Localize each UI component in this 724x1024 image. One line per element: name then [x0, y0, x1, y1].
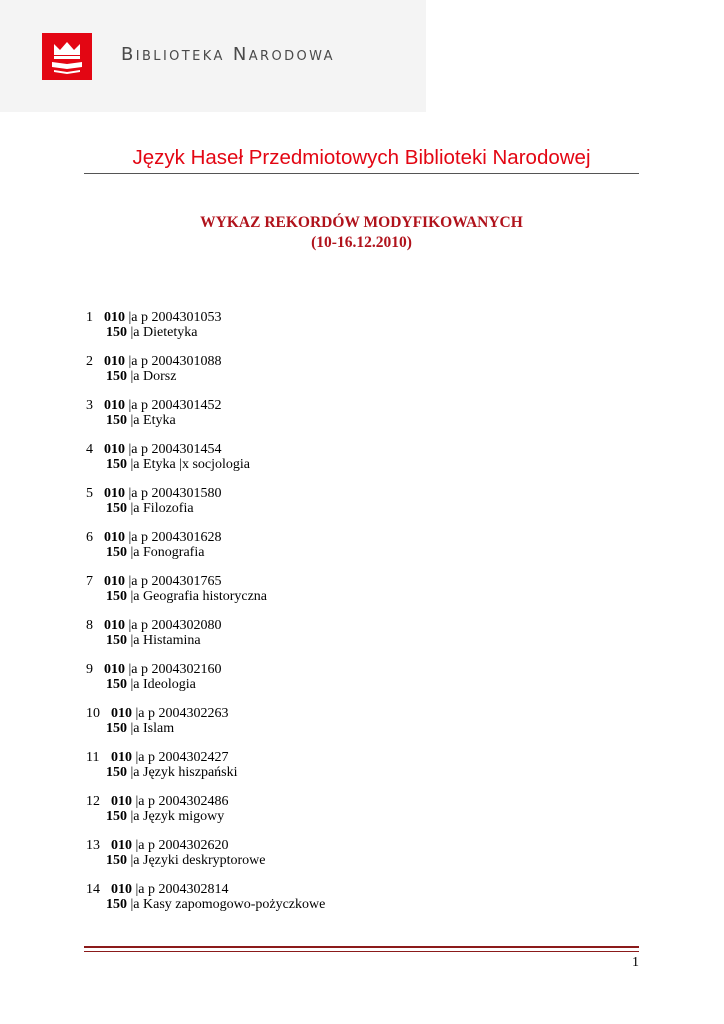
field-value: |a p 2004301053 [125, 310, 222, 325]
field-tag: 010 [104, 354, 125, 369]
field-tag: 150 [106, 897, 127, 912]
record-number: 8 [86, 618, 93, 633]
field-tag: 010 [111, 882, 132, 897]
record-field-150 [86, 457, 325, 472]
field-value: |a p 2004302427 [132, 750, 229, 765]
field-value: |a p 2004302160 [125, 662, 222, 677]
field-tag: 150 [106, 545, 127, 560]
field-value: |a p 2004301454 [125, 442, 222, 457]
page-number: 1 [632, 955, 639, 970]
footer-divider-thick [84, 946, 639, 948]
field-tag: 010 [104, 486, 125, 501]
list-item [86, 310, 325, 354]
field-value: |a p 2004301088 [125, 354, 222, 369]
logo-text: Biblioteka Narodowa [121, 44, 335, 65]
record-number: 7 [86, 574, 93, 589]
list-item [86, 398, 325, 442]
record-field-150 [86, 809, 325, 824]
record-field-150 [86, 369, 325, 384]
field-tag: 010 [111, 750, 132, 765]
field-tag: 010 [104, 310, 125, 325]
list-item [86, 574, 325, 618]
record-field-010 [86, 882, 325, 897]
field-tag: 150 [106, 369, 127, 384]
record-number: 12 [86, 794, 100, 809]
record-field-010 [86, 442, 325, 457]
field-tag: 010 [111, 838, 132, 853]
field-value: |a Geografia historyczna [127, 589, 268, 604]
field-value: |a Kasy zapomogowo-pożyczkowe [127, 897, 326, 912]
field-value: |a Histamina [127, 633, 201, 648]
field-value: |a Etyka [127, 413, 176, 428]
field-value: |a p 2004302814 [132, 882, 229, 897]
field-value: |a p 2004302620 [132, 838, 229, 853]
record-field-150 [86, 589, 325, 604]
record-number: 1 [86, 310, 93, 325]
field-tag: 150 [106, 325, 127, 340]
record-field-010 [86, 486, 325, 501]
record-field-010 [86, 574, 325, 589]
record-number: 2 [86, 354, 93, 369]
field-value: |a Filozofia [127, 501, 194, 516]
footer-divider-thin [84, 951, 639, 952]
field-tag: 010 [111, 794, 132, 809]
list-item [86, 706, 325, 750]
records-heading: WYKAZ REKORDÓW MODYFIKOWANYCH [200, 214, 523, 231]
record-number: 13 [86, 838, 100, 853]
field-value: |a p 2004301580 [125, 486, 222, 501]
record-number: 9 [86, 662, 93, 677]
record-field-010 [86, 662, 325, 677]
field-value: |a p 2004302486 [132, 794, 229, 809]
field-tag: 150 [106, 589, 127, 604]
title-divider [84, 173, 639, 174]
record-field-010 [86, 398, 325, 413]
record-number: 3 [86, 398, 93, 413]
record-field-010 [86, 354, 325, 369]
list-item [86, 354, 325, 398]
record-field-150 [86, 413, 325, 428]
list-item [86, 530, 325, 574]
field-tag: 150 [106, 853, 127, 868]
field-value: |a Ideologia [127, 677, 196, 692]
list-item [86, 750, 325, 794]
field-tag: 010 [111, 706, 132, 721]
record-field-150 [86, 325, 325, 340]
field-value: |a Etyka |x socjologia [127, 457, 251, 472]
record-field-150 [86, 721, 325, 736]
field-tag: 010 [104, 442, 125, 457]
list-item [86, 838, 325, 882]
record-field-150 [86, 853, 325, 868]
field-value: |a Dietetyka [127, 325, 198, 340]
field-value: |a Islam [127, 721, 175, 736]
record-number: 6 [86, 530, 93, 545]
field-tag: 150 [106, 677, 127, 692]
record-field-150 [86, 765, 325, 780]
field-value: |a Języki deskryptorowe [127, 853, 266, 868]
list-item [86, 486, 325, 530]
record-field-150 [86, 677, 325, 692]
field-value: |a p 2004301452 [125, 398, 222, 413]
field-value: |a Fonografia [127, 545, 205, 560]
record-field-010 [86, 706, 325, 721]
field-value: |a Dorsz [127, 369, 177, 384]
field-tag: 150 [106, 633, 127, 648]
field-tag: 010 [104, 530, 125, 545]
field-tag: 150 [106, 721, 127, 736]
document-title: Język Haseł Przedmiotowych Biblioteki Narodowej [132, 146, 591, 169]
field-tag: 010 [104, 662, 125, 677]
field-value: |a p 2004301628 [125, 530, 222, 545]
record-field-150 [86, 633, 325, 648]
record-number: 5 [86, 486, 93, 501]
date-range: (10-16.12.2010) [311, 234, 412, 251]
field-value: |a Język hiszpański [127, 765, 238, 780]
field-value: |a p 2004301765 [125, 574, 222, 589]
record-field-010 [86, 618, 325, 633]
field-tag: 150 [106, 457, 127, 472]
record-number: 10 [86, 706, 100, 721]
list-item [86, 662, 325, 706]
list-item [86, 442, 325, 486]
record-field-010 [86, 794, 325, 809]
field-value: |a p 2004302263 [132, 706, 229, 721]
record-field-010 [86, 310, 325, 325]
field-tag: 010 [104, 398, 125, 413]
field-tag: 010 [104, 574, 125, 589]
list-item [86, 882, 325, 926]
header-band [0, 0, 426, 112]
record-field-150 [86, 501, 325, 516]
record-field-150 [86, 545, 325, 560]
record-number: 4 [86, 442, 93, 457]
field-value: |a Język migowy [127, 809, 225, 824]
records-list [86, 310, 325, 926]
field-tag: 150 [106, 413, 127, 428]
record-field-010 [86, 838, 325, 853]
record-field-010 [86, 530, 325, 545]
field-tag: 010 [104, 618, 125, 633]
record-number: 14 [86, 882, 100, 897]
field-tag: 150 [106, 765, 127, 780]
list-item [86, 618, 325, 662]
record-field-010 [86, 750, 325, 765]
field-value: |a p 2004302080 [125, 618, 222, 633]
record-number: 11 [86, 750, 100, 765]
crown-book-logo-icon [42, 33, 92, 80]
field-tag: 150 [106, 809, 127, 824]
record-field-150 [86, 897, 325, 912]
field-tag: 150 [106, 501, 127, 516]
list-item [86, 794, 325, 838]
